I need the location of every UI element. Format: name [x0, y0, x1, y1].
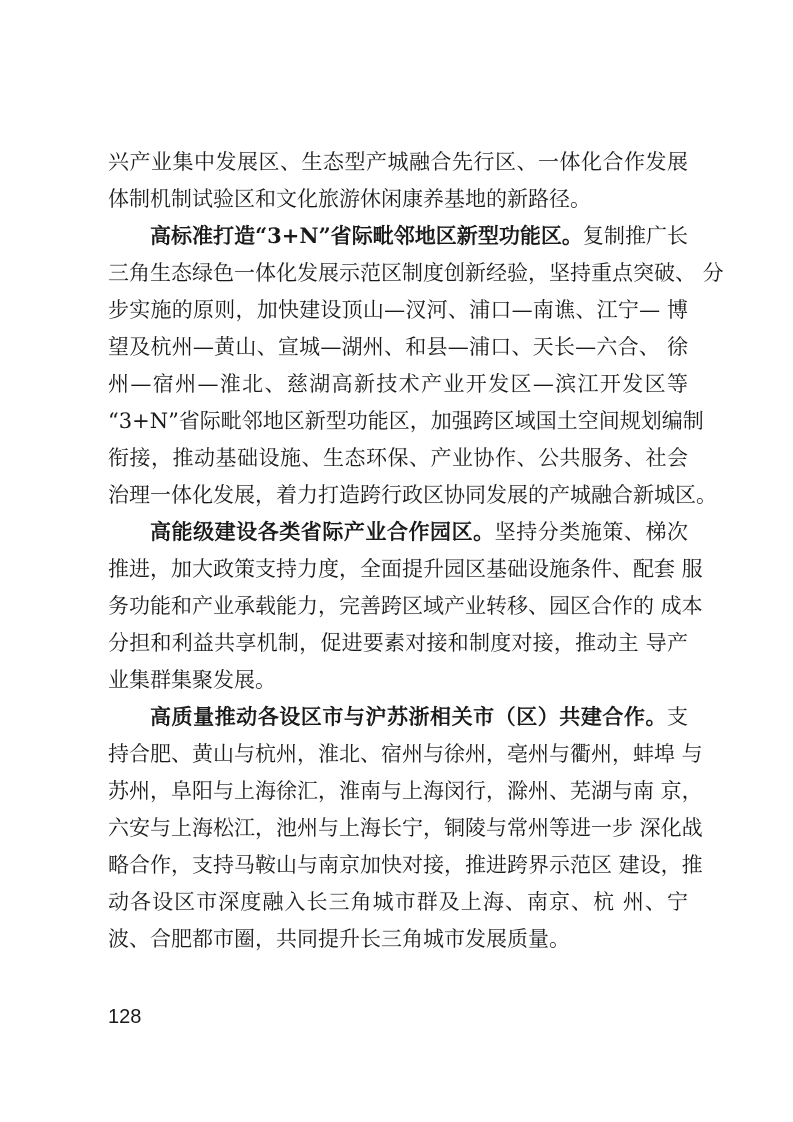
paragraph-heading: 高能级建设各类省际产业合作园区。: [150, 519, 495, 544]
body-line: 持合肥、黄山与杭州，淮北、宿州与徐州，亳州与衢州，蚌埠 与: [108, 742, 703, 766]
body-line: 望及杭州—黄山、宣城—湖州、和县—浦口、天长—六合、 徐: [108, 335, 688, 359]
body-line: 苏州，阜阳与上海徐汇，淮南与上海闵行，滁州、芜湖与南 京，: [108, 779, 703, 803]
paragraph-heading: 高标准打造“3+N”省际毗邻地区新型功能区。: [150, 223, 583, 248]
body-line: 州—宿州—淮北、慈湖高新技术产业开发区—滨江开发区等: [108, 372, 688, 396]
page-number: 128: [108, 1006, 142, 1028]
body-line: 衔接，推动基础设施、生态环保、产业协作、公共服务、社会: [108, 446, 688, 470]
paragraph-text: 复制推广长: [582, 224, 689, 248]
paragraph-text: 支: [667, 705, 688, 729]
body-line: 步实施的原则，加快建设顶山—汊河、浦口—南谯、江宁— 博: [108, 298, 688, 322]
body-line: 动各设区市深度融入长三角城市群及上海、南京、杭 州、宁: [108, 890, 688, 914]
body-line: 体制机制试验区和文化旅游休闲康养基地的新路径。: [108, 187, 591, 211]
body-line: “3+N”省际毗邻地区新型功能区，加强跨区域国土空间规划编制: [108, 409, 704, 433]
body-line: 波、合肥都市圈，共同提升长三角城市发展质量。: [108, 927, 570, 951]
paragraph-heading: 高质量推动各设区市与沪苏浙相关市（区）共建合作。: [150, 704, 667, 729]
body-line: 略合作，支持马鞍山与南京加快对接，推进跨界示范区 建设，推: [108, 853, 703, 877]
body-line: 兴产业集中发展区、生态型产城融合先行区、一体化合作发展: [108, 150, 688, 174]
body-line: 分担和利益共享机制，促进要素对接和制度对接，推动主 导产: [108, 631, 688, 655]
paragraph-text: 坚持分类施策、梯次: [494, 520, 689, 544]
paragraph-first-line: [150, 703, 688, 731]
body-line: 业集群集聚发展。: [108, 668, 276, 692]
body-line: 推进，加大政策支持力度，全面提升园区基础设施条件、配套 服: [108, 557, 703, 581]
body-line: 三角生态绿色一体化发展示范区制度创新经验，坚持重点突破、 分: [108, 261, 724, 285]
paragraph-first-line: [150, 518, 688, 546]
body-line: 治理一体化发展，着力打造跨行政区协同发展的产城融合新城区。: [108, 483, 717, 507]
body-line: 六安与上海松江，池州与上海长宁，铜陵与常州等进一步 深化战: [108, 816, 703, 840]
body-line: 务功能和产业承载能力，完善跨区域产业转移、园区合作的 成本: [108, 594, 703, 618]
paragraph-first-line: [150, 222, 688, 250]
